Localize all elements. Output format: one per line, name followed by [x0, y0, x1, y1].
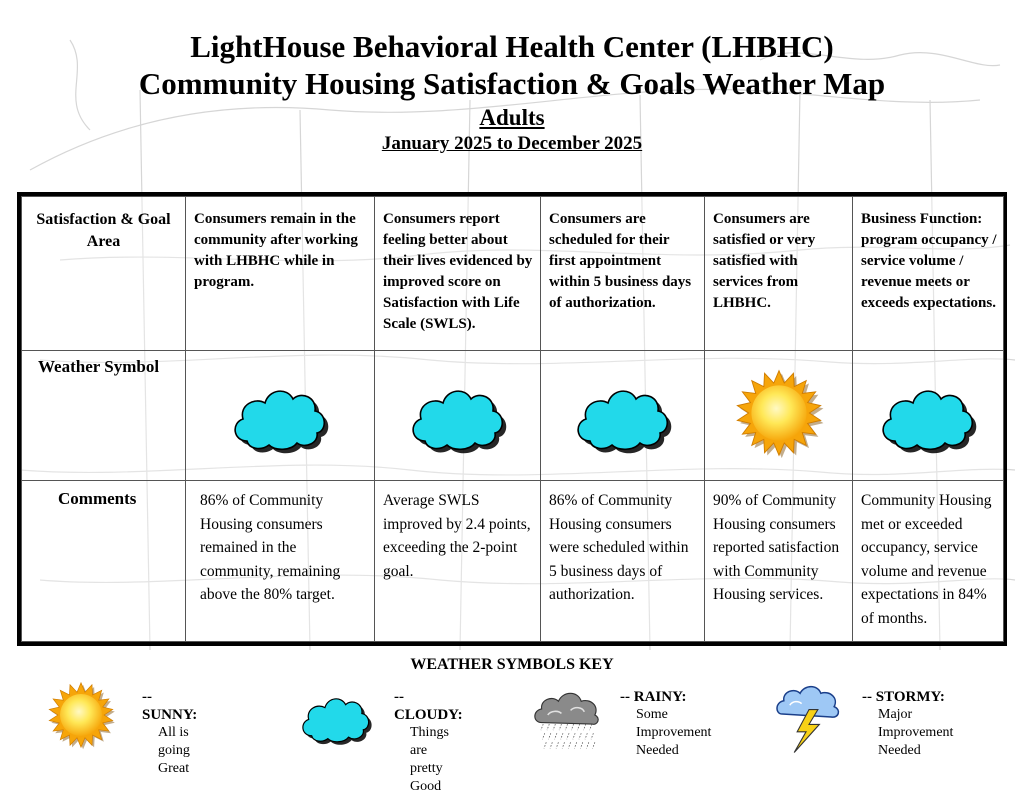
goal-cell: Business Function: program occupancy / service volume / revenue meets or exceeds expectations. — [853, 197, 1004, 351]
cloud-icon — [872, 371, 984, 455]
comment-cell: Average SWLS improved by 2.4 points, exceeding the 2-point goal. — [375, 481, 541, 642]
key-desc-line: Things are — [410, 725, 449, 758]
weather-row — [22, 351, 1004, 481]
comment-cell: 86% of Community Housing consumers were scheduled within 5 business days of authorization. — [541, 481, 705, 642]
key-desc-line: Major — [878, 707, 913, 722]
weather-symbols-key — [0, 652, 1024, 794]
key-name: -- CLOUDY: — [394, 689, 463, 723]
area-label: Satisfaction & Goal Area — [22, 197, 186, 351]
symbol-cell — [705, 351, 853, 481]
comment-cell: Community Housing met or exceeded occupancy, service volume and revenue expectations in 84% of months. — [853, 481, 1004, 642]
population-label: Adults — [479, 105, 545, 130]
period-label: January 2025 to December 2025 — [381, 133, 643, 154]
report-title: Community Housing Satisfaction & Goals Weather Map — [138, 66, 886, 101]
key-title: WEATHER SYMBOLS KEY — [410, 656, 614, 673]
cloud-icon — [567, 371, 679, 455]
comments-label: Comments — [22, 481, 186, 642]
goal-cell: Consumers are satisfied or very satisfied with services from LHBHC. — [705, 197, 853, 351]
key-desc-line: Needed — [878, 743, 921, 758]
comment-cell: 86% of Community Housing consumers remained in the community, remaining above the 80% target. — [186, 481, 375, 642]
goal-cell: Consumers remain in the community after working with LHBHC while in program. — [186, 197, 375, 351]
storm-icon — [772, 680, 846, 754]
key-desc-line: Great — [158, 761, 190, 776]
key-desc-line: All is going — [158, 725, 190, 758]
goal-cell: Consumers report feeling better about their lives evidenced by improved score on Satisfaction with Life Scale (SWLS). — [375, 197, 541, 351]
key-sun-icon — [46, 680, 116, 755]
cloud-icon — [224, 371, 336, 455]
weather-symbol-label: Weather Symbol — [22, 351, 186, 481]
goal-cell: Consumers are scheduled for their first appointment within 5 business days of authorization. — [541, 197, 705, 351]
key-name: -- STORMY: — [862, 689, 945, 705]
key-desc-line: pretty Good — [410, 761, 443, 794]
symbol-cell — [541, 351, 705, 481]
key-desc-line: Improvement — [878, 725, 954, 740]
goal-row — [22, 197, 1004, 351]
key-desc-line: Improvement — [636, 725, 712, 740]
comments-row — [22, 481, 1004, 642]
key-name: -- SUNNY: — [142, 689, 198, 723]
rain-icon — [528, 680, 604, 756]
key-desc-line: Needed — [636, 743, 679, 758]
key-desc-line: Some — [636, 707, 668, 722]
key-rain-icon — [528, 680, 604, 761]
key-storm-icon — [772, 680, 846, 759]
symbol-cell — [186, 351, 375, 481]
cloud-icon — [294, 684, 378, 746]
symbol-cell — [375, 351, 541, 481]
key-name: -- RAINY: — [620, 689, 687, 705]
org-title: LightHouse Behavioral Health Center (LHBHC) — [190, 29, 834, 64]
cloud-icon — [402, 371, 514, 455]
symbol-cell — [853, 351, 1004, 481]
key-cloud-icon — [294, 684, 378, 751]
weather-map-table — [17, 192, 1007, 646]
page-header — [0, 28, 1024, 156]
sun-icon — [46, 680, 116, 750]
sun-icon — [733, 367, 825, 459]
comment-cell: 90% of Community Housing consumers reported satisfaction with Community Housing services. — [705, 481, 853, 642]
